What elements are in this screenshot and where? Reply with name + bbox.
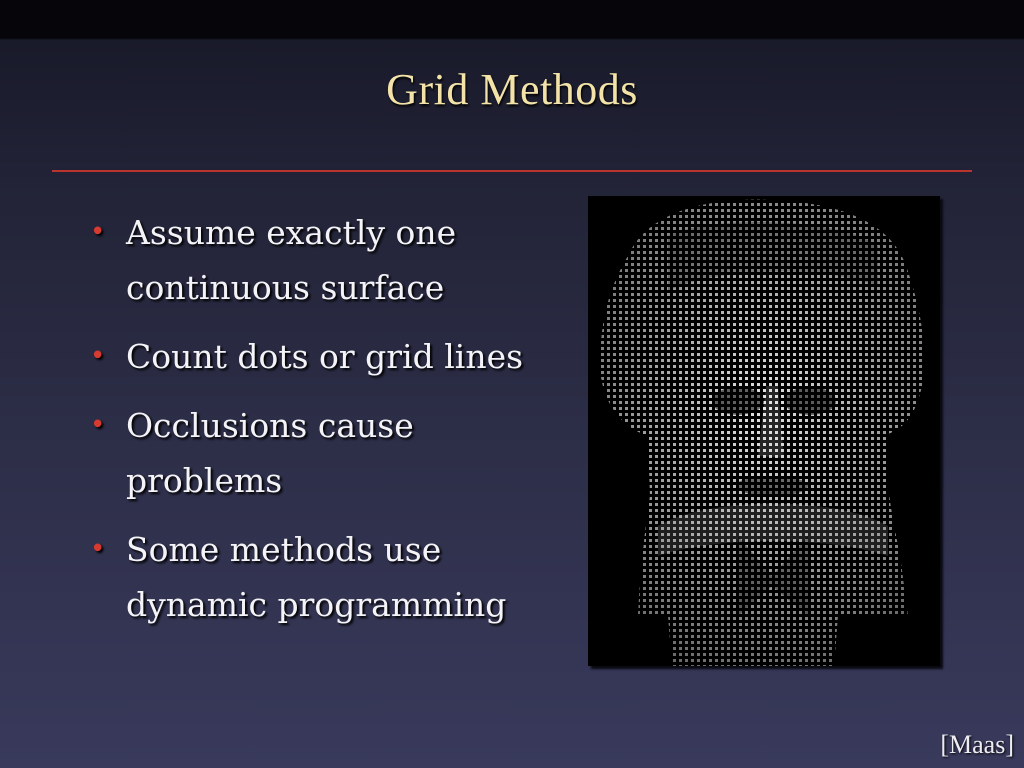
bullet-text: Some methods use dynamic programming xyxy=(126,530,507,624)
bullet-item xyxy=(90,205,560,315)
bullet-text: Count dots or grid lines xyxy=(126,337,524,376)
bullet-text: Assume exactly one continuous surface xyxy=(126,213,457,307)
bullet-marker-icon: • xyxy=(90,534,106,564)
bullet-text: Occlusions cause problems xyxy=(126,406,414,500)
bullet-item xyxy=(90,329,560,384)
grid-projection-figure xyxy=(588,196,940,666)
slide-title: Grid Methods xyxy=(386,65,638,114)
title-divider xyxy=(52,170,972,172)
bullet-item xyxy=(90,522,560,632)
bullet-marker-icon: • xyxy=(90,341,106,371)
bullet-item xyxy=(90,398,560,508)
citation: [Maas] xyxy=(940,730,1014,759)
bullet-marker-icon: • xyxy=(90,217,106,247)
dot-grid-face-image xyxy=(588,196,940,666)
bullet-marker-icon: • xyxy=(90,410,106,440)
bullet-list xyxy=(90,205,560,646)
